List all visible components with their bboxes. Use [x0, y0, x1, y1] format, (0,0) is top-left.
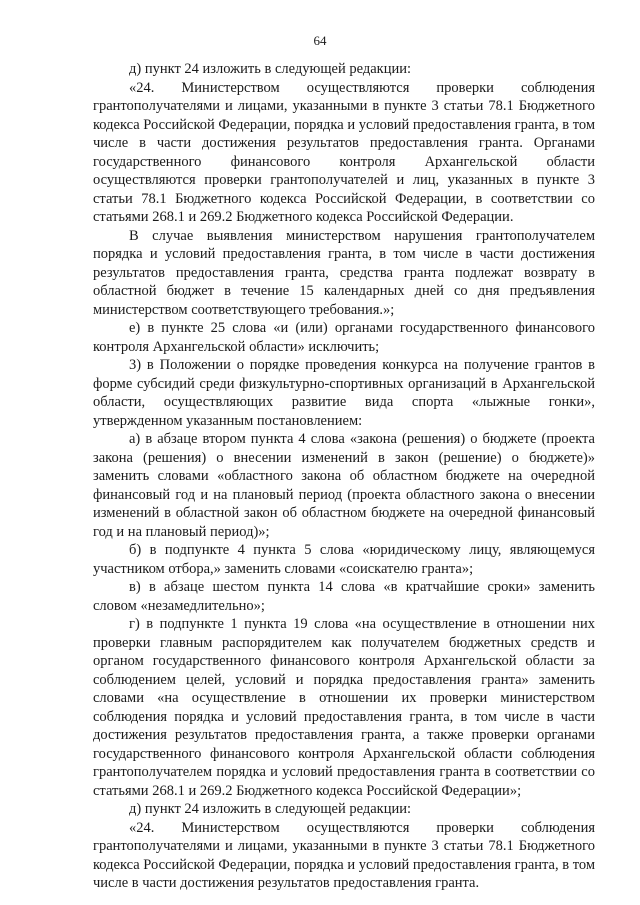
paragraph: «24. Министерством осуществляются проверки соблюдения грантополучателями и лицами, указанными в пункте 3 статьи 78.1 Бюджетного кодекса Российской Федерации, порядка и условий предоставления гранта, в том числе в части достижения результатов предоставления гранта. Органами государственного финансового контроля Архангельской области осуществляются проверки грантополучателей и лиц, указанных в пункте 3 статьи 78.1 Бюджетного кодекса Российской Федерации, в соответствии со статьями 268.1 и 269.2 Бюджетного кодекса Российской Федерации. — [93, 79, 595, 225]
paragraph: б) в подпункте 4 пункта 5 слова «юридическому лицу, являющемуся участником отбора,» заменить словами «соискателю гранта»; — [93, 542, 595, 577]
paragraph: «24. Министерством осуществляются проверки соблюдения грантополучателями и лицами, указанными в пункте 3 статьи 78.1 Бюджетного кодекса Российской Федерации, порядка и условий предоставления гранта, в том числе в части достижения результатов предоставления гранта. — [93, 819, 595, 891]
paragraph: г) в подпункте 1 пункта 19 слова «на осуществление в отношении них проверки главным распорядителем как получателем бюджетных средств и органом государственного финансового контроля Архангельской области за соблюдением целей, условий и порядка предоставления гранта» заменить словами «на осуществление в отношении их проверки министерством соблюдения порядка и условий предоставления гранта, в том числе в части достижения результатов предоставления гранта, а также проверки органами государственного финансового контроля Архангельской области соблюдения грантополучателем порядка и условий предоставления гранта в соответствии со статьями 268.1 и 269.2 Бюджетного кодекса Российской Федерации»; — [93, 616, 595, 799]
paragraph: д) пункт 24 изложить в следующей редакции: — [129, 801, 411, 817]
document-body — [93, 60, 595, 893]
paragraph: 3) в Положении о порядке проведения конкурса на получение грантов в форме субсидий среди физкультурно-спортивных организаций в Архангельской области, осуществляющих развитие вида спорта «лыжные гонки», утвержденном указанным постановлением: — [93, 357, 595, 429]
paragraph: д) пункт 24 изложить в следующей редакции: — [129, 61, 411, 77]
paragraph: е) в пункте 25 слова «и (или) органами государственного финансового контроля Архангельской области» исключить; — [93, 320, 595, 355]
page-number: 64 — [313, 33, 327, 48]
paragraph: в) в абзаце шестом пункта 14 слова «в кратчайшие сроки» заменить словом «незамедлительно»; — [93, 579, 595, 614]
paragraph: а) в абзаце втором пункта 4 слова «закона (решения) о бюджете (проекта закона (решения) о внесении изменений в закон (решение) о бюджете)» заменить словами «областного закона об областном бюджете на очередной финансовый год и на плановый период (проекта областного закона о внесении изменений в областной закон об областном бюджете на очередной финансовый год и на плановый период)»; — [93, 431, 595, 540]
paragraph: В случае выявления министерством нарушения грантополучателем порядка и условий предоставления гранта, в том числе в части достижения результатов предоставления гранта, средства гранта подлежат возврату в областной бюджет в течение 15 календарных дней со дня предъявления министерством соответствующего требования.»; — [93, 227, 595, 318]
